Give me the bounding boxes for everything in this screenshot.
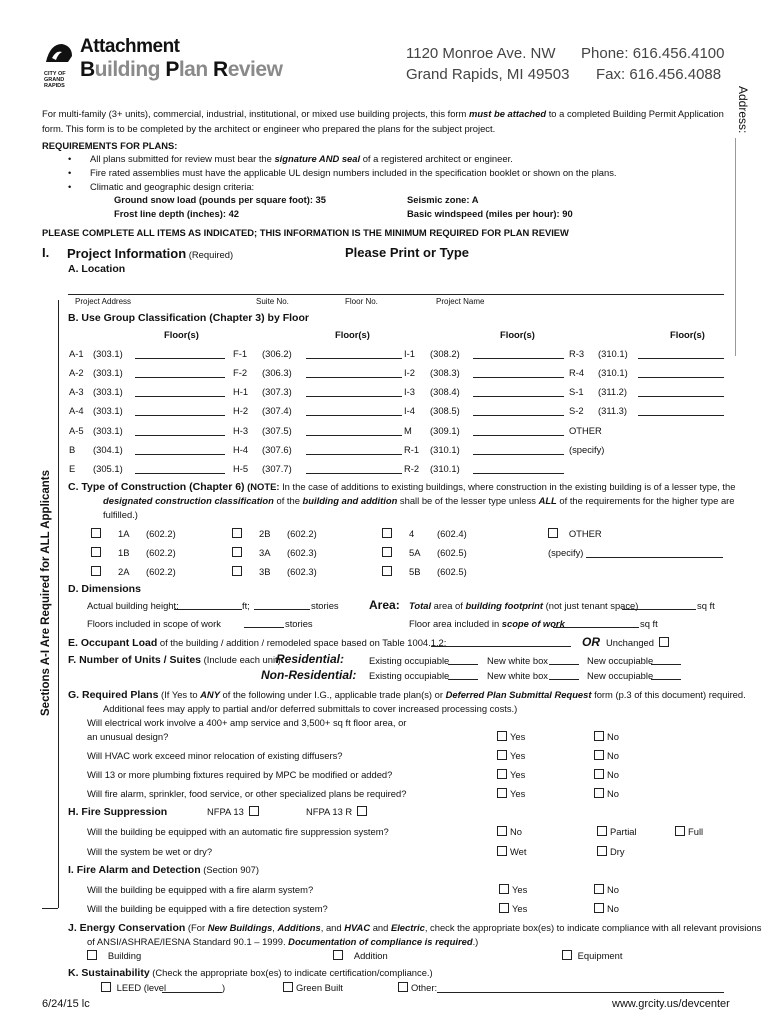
req-bullet-2: • Fire rated assemblies must have the applicable UL design numbers included in the specification booklet or shown on the plans. — [90, 167, 617, 178]
suppression-no[interactable]: No — [497, 826, 522, 837]
stories-line[interactable] — [254, 609, 310, 610]
use-group-section: (303.1) — [93, 425, 123, 436]
floor-header-3: Floor(s) — [500, 329, 535, 340]
use-group-floor-line[interactable] — [638, 415, 724, 416]
use-group-section: (305.1) — [93, 463, 123, 474]
use-group-floor-line[interactable] — [473, 396, 564, 397]
construction-type-code: 3A — [259, 547, 271, 558]
location-label: A. Location — [68, 263, 126, 275]
units-residential: Residential: — [276, 652, 345, 666]
use-group-section: (310.1) — [430, 444, 460, 455]
use-group-section: (303.1) — [93, 386, 123, 397]
alarm-q2-no[interactable]: No — [594, 903, 619, 914]
plans-q1b: an unusual design? — [87, 731, 169, 742]
alarm-q1-no[interactable]: No — [594, 884, 619, 895]
use-group-section: (308.3) — [430, 367, 460, 378]
construction-type-code: 1A — [118, 528, 130, 539]
suppression-dry[interactable]: Dry — [597, 846, 625, 857]
construction-type-checkbox[interactable] — [382, 566, 467, 577]
occupant-load: E. Occupant Load of the building / addition / remodeled space based on Table 1004.1.2: — [68, 637, 447, 649]
use-group-floor-line[interactable] — [473, 473, 564, 474]
use-group-section: (310.1) — [430, 463, 460, 474]
occupant-line[interactable] — [431, 646, 571, 647]
no-label: No — [607, 788, 619, 799]
intro-line-2: form. This form is to be completed by the architect or engineer who prepared the plans for the subject project. — [42, 123, 496, 134]
height-ft-line[interactable] — [174, 609, 242, 610]
nfpa13r-checkbox[interactable]: NFPA 13 R — [306, 806, 370, 817]
snow-load: Ground snow load (pounds per square foot): 35 — [114, 194, 326, 205]
construction-type-code: 2B — [259, 528, 271, 539]
occupant-unchanged[interactable]: Unchanged — [606, 637, 672, 648]
no-label: No — [607, 731, 619, 742]
use-group-code: R-4 — [569, 367, 585, 378]
construction-type-section: (602.4) — [437, 528, 467, 539]
units-newocc-line[interactable] — [651, 679, 681, 680]
suppression-q2: Will the system be wet or dry? — [87, 846, 213, 857]
req-bullet-1: • All plans submitted for review must bear the signature AND seal of a registered architect or engineer. — [90, 153, 513, 164]
occupant-or: OR — [582, 635, 600, 649]
req-bullet-3: • Climatic and geographic design criteria: — [90, 181, 254, 192]
use-group-section: (309.1) — [430, 425, 460, 436]
plans-q4: Will fire alarm, sprinkler, food service, or other specialized plans be required? — [87, 788, 407, 799]
use-group-code: H-1 — [233, 386, 249, 397]
plans-yes-checkbox[interactable] — [497, 788, 525, 799]
plans-yes-checkbox[interactable] — [497, 750, 525, 761]
suppression-wet[interactable]: Wet — [497, 846, 527, 857]
construction-line-2: designated construction classification of the building and addition shall be of the lesser type unless ALL of the requirements for the higher type are — [103, 495, 735, 506]
field-floor: Floor No. — [345, 297, 378, 306]
section-bracket — [58, 300, 59, 908]
yes-label: Yes — [510, 769, 526, 780]
use-group-floor-line[interactable] — [473, 358, 564, 359]
use-group-code: H-3 — [233, 425, 249, 436]
use-group-code: I-3 — [404, 386, 415, 397]
construction-type-section: (602.2) — [146, 547, 176, 558]
leed-close: ) — [222, 982, 226, 993]
city-line-2: GRAND — [44, 77, 65, 83]
sustain-label: K. Sustainability (Check the appropriate box(es) to indicate certification/compliance.) — [68, 967, 433, 979]
address-line-2: Grand Rapids, MI 49503 — [406, 66, 570, 83]
footer-date: 6/24/15 lc — [42, 998, 90, 1010]
use-group-section: (307.4) — [262, 405, 292, 416]
use-group-floor-line[interactable] — [306, 473, 402, 474]
units-existing: Existing occupiable — [369, 655, 450, 666]
construction-specify: (specify) — [548, 547, 584, 558]
floor-header-4: Floor(s) — [670, 329, 705, 340]
use-group-floor-line[interactable] — [473, 435, 564, 436]
sqft-label-2: sq ft — [640, 618, 658, 629]
checkbox-icon — [594, 731, 604, 741]
footprint-line[interactable] — [622, 609, 696, 610]
checkbox-icon — [497, 750, 507, 760]
city-logo — [44, 40, 74, 89]
use-group-code: I-2 — [404, 367, 415, 378]
sustain-other[interactable]: Other: — [398, 982, 437, 993]
construction-line-3: fulfilled.) — [103, 509, 138, 520]
use-group-floor-line[interactable] — [306, 377, 402, 378]
suppression-full[interactable]: Full — [675, 826, 703, 837]
floor-header-1: Floor(s) — [164, 329, 199, 340]
checkbox-icon — [232, 566, 242, 576]
checkbox-icon — [382, 547, 392, 557]
use-group-floor-line[interactable] — [135, 358, 225, 359]
sustain-leed[interactable]: LEED (level — [101, 982, 166, 993]
plans-q3: Will 13 or more plumbing fixtures required by MPC be modified or added? — [87, 769, 393, 780]
alarm-label: I. Fire Alarm and Detection (Section 907) — [68, 864, 260, 876]
plans-q2: Will HVAC work exceed minor relocation of existing diffusers? — [87, 750, 343, 761]
section-bracket-bottom — [42, 908, 58, 909]
section-number: I. — [42, 245, 50, 260]
units-whitebox: New white box — [487, 655, 548, 666]
units-whitebox-line[interactable] — [549, 679, 579, 680]
use-group-code: R-1 — [404, 444, 420, 455]
use-group-code: S-2 — [569, 405, 584, 416]
units-existing: Existing occupiable — [369, 670, 450, 681]
floors-scope-line[interactable] — [244, 627, 284, 628]
construction-type-checkbox[interactable] — [382, 528, 467, 539]
building-height: Actual building height: — [87, 600, 179, 611]
use-group-floor-line[interactable] — [135, 396, 225, 397]
plans-fees: Additional fees may apply to partial and/or deferred submittals to cover increased processing costs.) — [103, 703, 518, 714]
use-group-floor-line[interactable] — [135, 377, 225, 378]
other-line[interactable] — [437, 992, 724, 993]
checkbox-icon — [497, 769, 507, 779]
yes-label: Yes — [510, 788, 526, 799]
construction-type-checkbox[interactable] — [232, 528, 317, 539]
use-group-floor-line[interactable] — [638, 396, 724, 397]
address-side-line[interactable] — [735, 138, 736, 356]
construction-label: C. Type of Construction (Chapter 6) (NOTE: In the case of additions to existing buildings, where construction in the existing building is of a lesser type, the — [68, 481, 736, 493]
use-group-code: H-4 — [233, 444, 249, 455]
checkbox-icon — [594, 750, 604, 760]
use-group-floor-line[interactable] — [306, 358, 402, 359]
construction-type-section: (602.2) — [287, 528, 317, 539]
total-footprint: Total area of building footprint (not just tenant space) — [409, 600, 639, 611]
field-project-name: Project Name — [436, 297, 485, 306]
construction-type-section: (602.5) — [437, 566, 467, 577]
plans-label: G. Required Plans (If Yes to ANY of the following under I.G., applicable trade plan(s) or Deferred Plan Submittal Request form (p.3 of this document) required. — [68, 689, 746, 701]
energy-line-2: of ANSI/ASHRAE/IESNA Standard 90.1 – 1999. Documentation of compliance is required.) — [87, 936, 479, 947]
checkbox-icon — [382, 566, 392, 576]
use-group-code: A-4 — [69, 405, 84, 416]
use-group-code: OTHER — [569, 425, 602, 436]
construction-type-section: (602.2) — [146, 566, 176, 577]
use-group-code: E — [69, 463, 76, 474]
phone: Phone: 616.456.4100 — [581, 45, 725, 62]
plans-no-checkbox[interactable] — [594, 750, 619, 761]
use-group-code: A-5 — [69, 425, 84, 436]
construction-type-section: (602.2) — [146, 528, 176, 539]
use-group-section: (308.2) — [430, 348, 460, 359]
plans-q1a: Will electrical work involve a 400+ amp service and 3,500+ sq ft floor area, or — [87, 717, 407, 728]
use-group-floor-line[interactable] — [135, 473, 225, 474]
checkbox-icon — [594, 788, 604, 798]
construction-type-code: 3B — [259, 566, 271, 577]
use-group-floor-line[interactable] — [638, 377, 724, 378]
use-group-floor-line[interactable] — [306, 396, 402, 397]
plans-yes-checkbox[interactable] — [497, 731, 525, 742]
use-group-section: (303.1) — [93, 405, 123, 416]
seismic-zone: Seismic zone: A — [407, 194, 479, 205]
construction-type-code: 5A — [409, 547, 421, 558]
city-seal-icon — [44, 40, 74, 64]
use-group-section: (310.1) — [598, 348, 628, 359]
yes-label: Yes — [510, 750, 526, 761]
units-newocc-line[interactable] — [651, 664, 681, 665]
title-building-plan-review: Building Plan Review — [80, 58, 283, 81]
units-label: F. Number of Units / Suites (Include each unit): — [68, 654, 284, 666]
city-line-3: RAPIDS — [44, 83, 65, 89]
use-group-floor-line[interactable] — [135, 415, 225, 416]
section-title: Project Information (Required) — [67, 246, 234, 261]
use-group-floor-line[interactable] — [473, 377, 564, 378]
checkbox-icon — [91, 566, 101, 576]
construction-type-checkbox[interactable] — [232, 566, 317, 577]
use-group-floor-line[interactable] — [638, 358, 724, 359]
address-side-label: Address: — [736, 86, 750, 134]
use-group-code: R-2 — [404, 463, 420, 474]
construction-type-section: (602.3) — [287, 547, 317, 558]
construction-type-checkbox[interactable] — [91, 566, 176, 577]
use-group-code: S-1 — [569, 386, 584, 397]
checkbox-icon — [497, 788, 507, 798]
use-group-floor-line[interactable] — [306, 454, 402, 455]
intro-line-1: For multi-family (3+ units), commercial, industrial, institutional, or mixed use building projects, this form must be attached to a completed Building Permit Application — [42, 108, 724, 119]
use-group-code: H-2 — [233, 405, 249, 416]
ft-label: ft; — [242, 600, 250, 611]
field-project-address: Project Address — [75, 297, 132, 306]
please-complete: PLEASE COMPLETE ALL ITEMS AS INDICATED; THIS INFORMATION IS THE MINIMUM REQUIRED FOR PLAN REVIEW — [42, 227, 569, 238]
units-newocc: New occupiable — [587, 670, 654, 681]
floor-area-scope: Floor area included in scope of work — [409, 618, 565, 629]
construction-type-code: 1B — [118, 547, 130, 558]
use-group-code: H-5 — [233, 463, 249, 474]
alarm-q2: Will the building be equipped with a fire detection system? — [87, 903, 328, 914]
use-group-code: F-2 — [233, 367, 248, 378]
use-group-section: (308.4) — [430, 386, 460, 397]
city-line-1: CITY OF — [44, 71, 66, 77]
area-label: Area: — [369, 598, 400, 612]
plans-no-checkbox[interactable] — [594, 788, 619, 799]
location-line[interactable] — [68, 294, 724, 295]
construction-type-checkbox[interactable] — [232, 547, 317, 558]
alarm-q1: Will the building be equipped with a fire alarm system? — [87, 884, 314, 895]
construction-type-code: 2A — [118, 566, 130, 577]
checkbox-icon — [232, 547, 242, 557]
stories-label-2: stories — [285, 618, 313, 629]
construction-other[interactable]: OTHER — [548, 528, 602, 539]
dimensions-label: D. Dimensions — [68, 583, 141, 595]
use-group-floor-line[interactable] — [473, 454, 564, 455]
nfpa13-checkbox[interactable]: NFPA 13 — [207, 806, 262, 817]
no-label: No — [607, 750, 619, 761]
construction-type-code: 5B — [409, 566, 421, 577]
floor-header-2: Floor(s) — [335, 329, 370, 340]
construction-type-section: (602.5) — [437, 547, 467, 558]
use-group-section: (307.5) — [262, 425, 292, 436]
checkbox-icon — [91, 547, 101, 557]
yes-label: Yes — [510, 731, 526, 742]
use-group-section: (307.7) — [262, 463, 292, 474]
use-group-code: I-1 — [404, 348, 415, 359]
use-group-section: (307.6) — [262, 444, 292, 455]
use-group-floor-line[interactable] — [135, 435, 225, 436]
units-existing-line[interactable] — [448, 679, 478, 680]
please-print: Please Print or Type — [345, 245, 470, 260]
plans-no-checkbox[interactable] — [594, 731, 619, 742]
construction-type-code: 4 — [409, 528, 415, 539]
use-group-section: (311.3) — [598, 405, 628, 416]
use-group-floor-line[interactable] — [473, 415, 564, 416]
use-group-section: (306.2) — [262, 348, 292, 359]
use-group-code: M — [404, 425, 412, 436]
units-existing-line[interactable] — [448, 664, 478, 665]
energy-label: J. Energy Conservation (For New Buildings, Additions, and HVAC and Electric, check the appropriate box(es) to indicate compliance with all relevant provisions — [68, 922, 762, 934]
use-group-section: (304.1) — [93, 444, 123, 455]
construction-type-section: (602.3) — [287, 566, 317, 577]
units-whitebox-line[interactable] — [549, 664, 579, 665]
use-group-code: I-4 — [404, 405, 415, 416]
plans-yes-checkbox[interactable] — [497, 769, 525, 780]
windspeed: Basic windspeed (miles per hour): 90 — [407, 208, 573, 219]
use-group-floor-line[interactable] — [135, 454, 225, 455]
checkbox-icon — [232, 528, 242, 538]
checkbox-icon — [594, 769, 604, 779]
construction-specify-line[interactable] — [586, 557, 723, 558]
checkbox-icon — [382, 528, 392, 538]
leed-line[interactable] — [162, 992, 222, 993]
use-group-label: B. Use Group Classification (Chapter 3) by Floor — [68, 312, 309, 324]
fax: Fax: 616.456.4088 — [596, 66, 722, 83]
use-group-code: A-2 — [69, 367, 84, 378]
energy-addition[interactable]: Addition — [333, 950, 388, 961]
use-group-code: R-3 — [569, 348, 585, 359]
units-nonresidential: Non-Residential: — [261, 668, 357, 682]
units-whitebox: New white box — [487, 670, 548, 681]
use-group-code: B — [69, 444, 76, 455]
suppression-label: H. Fire Suppression — [68, 806, 168, 818]
checkbox-icon — [91, 528, 101, 538]
footer-url: www.grcity.us/devcenter — [612, 998, 730, 1010]
no-label: No — [607, 769, 619, 780]
suppression-q1: Will the building be equipped with an automatic fire suppression system? — [87, 826, 389, 837]
use-group-section: (307.3) — [262, 386, 292, 397]
side-label-sections: Sections A-I Are Required for ALL Applicants — [40, 469, 52, 716]
frost-depth: Frost line depth (inches): 42 — [114, 208, 240, 219]
field-suite: Suite No. — [256, 297, 289, 306]
alarm-q2-yes[interactable]: Yes — [499, 903, 527, 914]
title-attachment: Attachment — [80, 36, 180, 57]
suppression-partial[interactable]: Partial — [597, 826, 637, 837]
sqft-label-1: sq ft — [697, 600, 715, 611]
use-group-code: A-3 — [69, 386, 84, 397]
use-group-floor-line[interactable] — [306, 415, 402, 416]
use-group-section: (303.1) — [93, 348, 123, 359]
sustain-green[interactable]: Green Built — [283, 982, 343, 993]
use-group-section: (310.1) — [598, 367, 628, 378]
construction-type-checkbox[interactable] — [382, 547, 467, 558]
use-group-section: (303.1) — [93, 367, 123, 378]
energy-equipment[interactable]: Equipment — [562, 950, 622, 961]
address-line-1: 1120 Monroe Ave. NW — [406, 45, 556, 62]
requirements-heading: REQUIREMENTS FOR PLANS: — [42, 140, 178, 151]
use-group-section: (308.5) — [430, 405, 460, 416]
use-group-code: (specify) — [569, 444, 605, 455]
units-newocc: New occupiable — [587, 655, 654, 666]
floors-scope: Floors included in scope of work — [87, 618, 221, 629]
checkbox-icon — [497, 731, 507, 741]
use-group-section: (311.2) — [598, 386, 628, 397]
use-group-section: (306.3) — [262, 367, 292, 378]
use-group-code: F-1 — [233, 348, 248, 359]
energy-building[interactable]: Building — [87, 950, 141, 961]
construction-type-checkbox[interactable] — [91, 528, 176, 539]
alarm-q1-yes[interactable]: Yes — [499, 884, 527, 895]
use-group-code: A-1 — [69, 348, 84, 359]
use-group-floor-line[interactable] — [306, 435, 402, 436]
floor-area-line[interactable] — [553, 627, 639, 628]
stories-label: stories — [311, 600, 339, 611]
construction-type-checkbox[interactable] — [91, 547, 176, 558]
plans-no-checkbox[interactable] — [594, 769, 619, 780]
